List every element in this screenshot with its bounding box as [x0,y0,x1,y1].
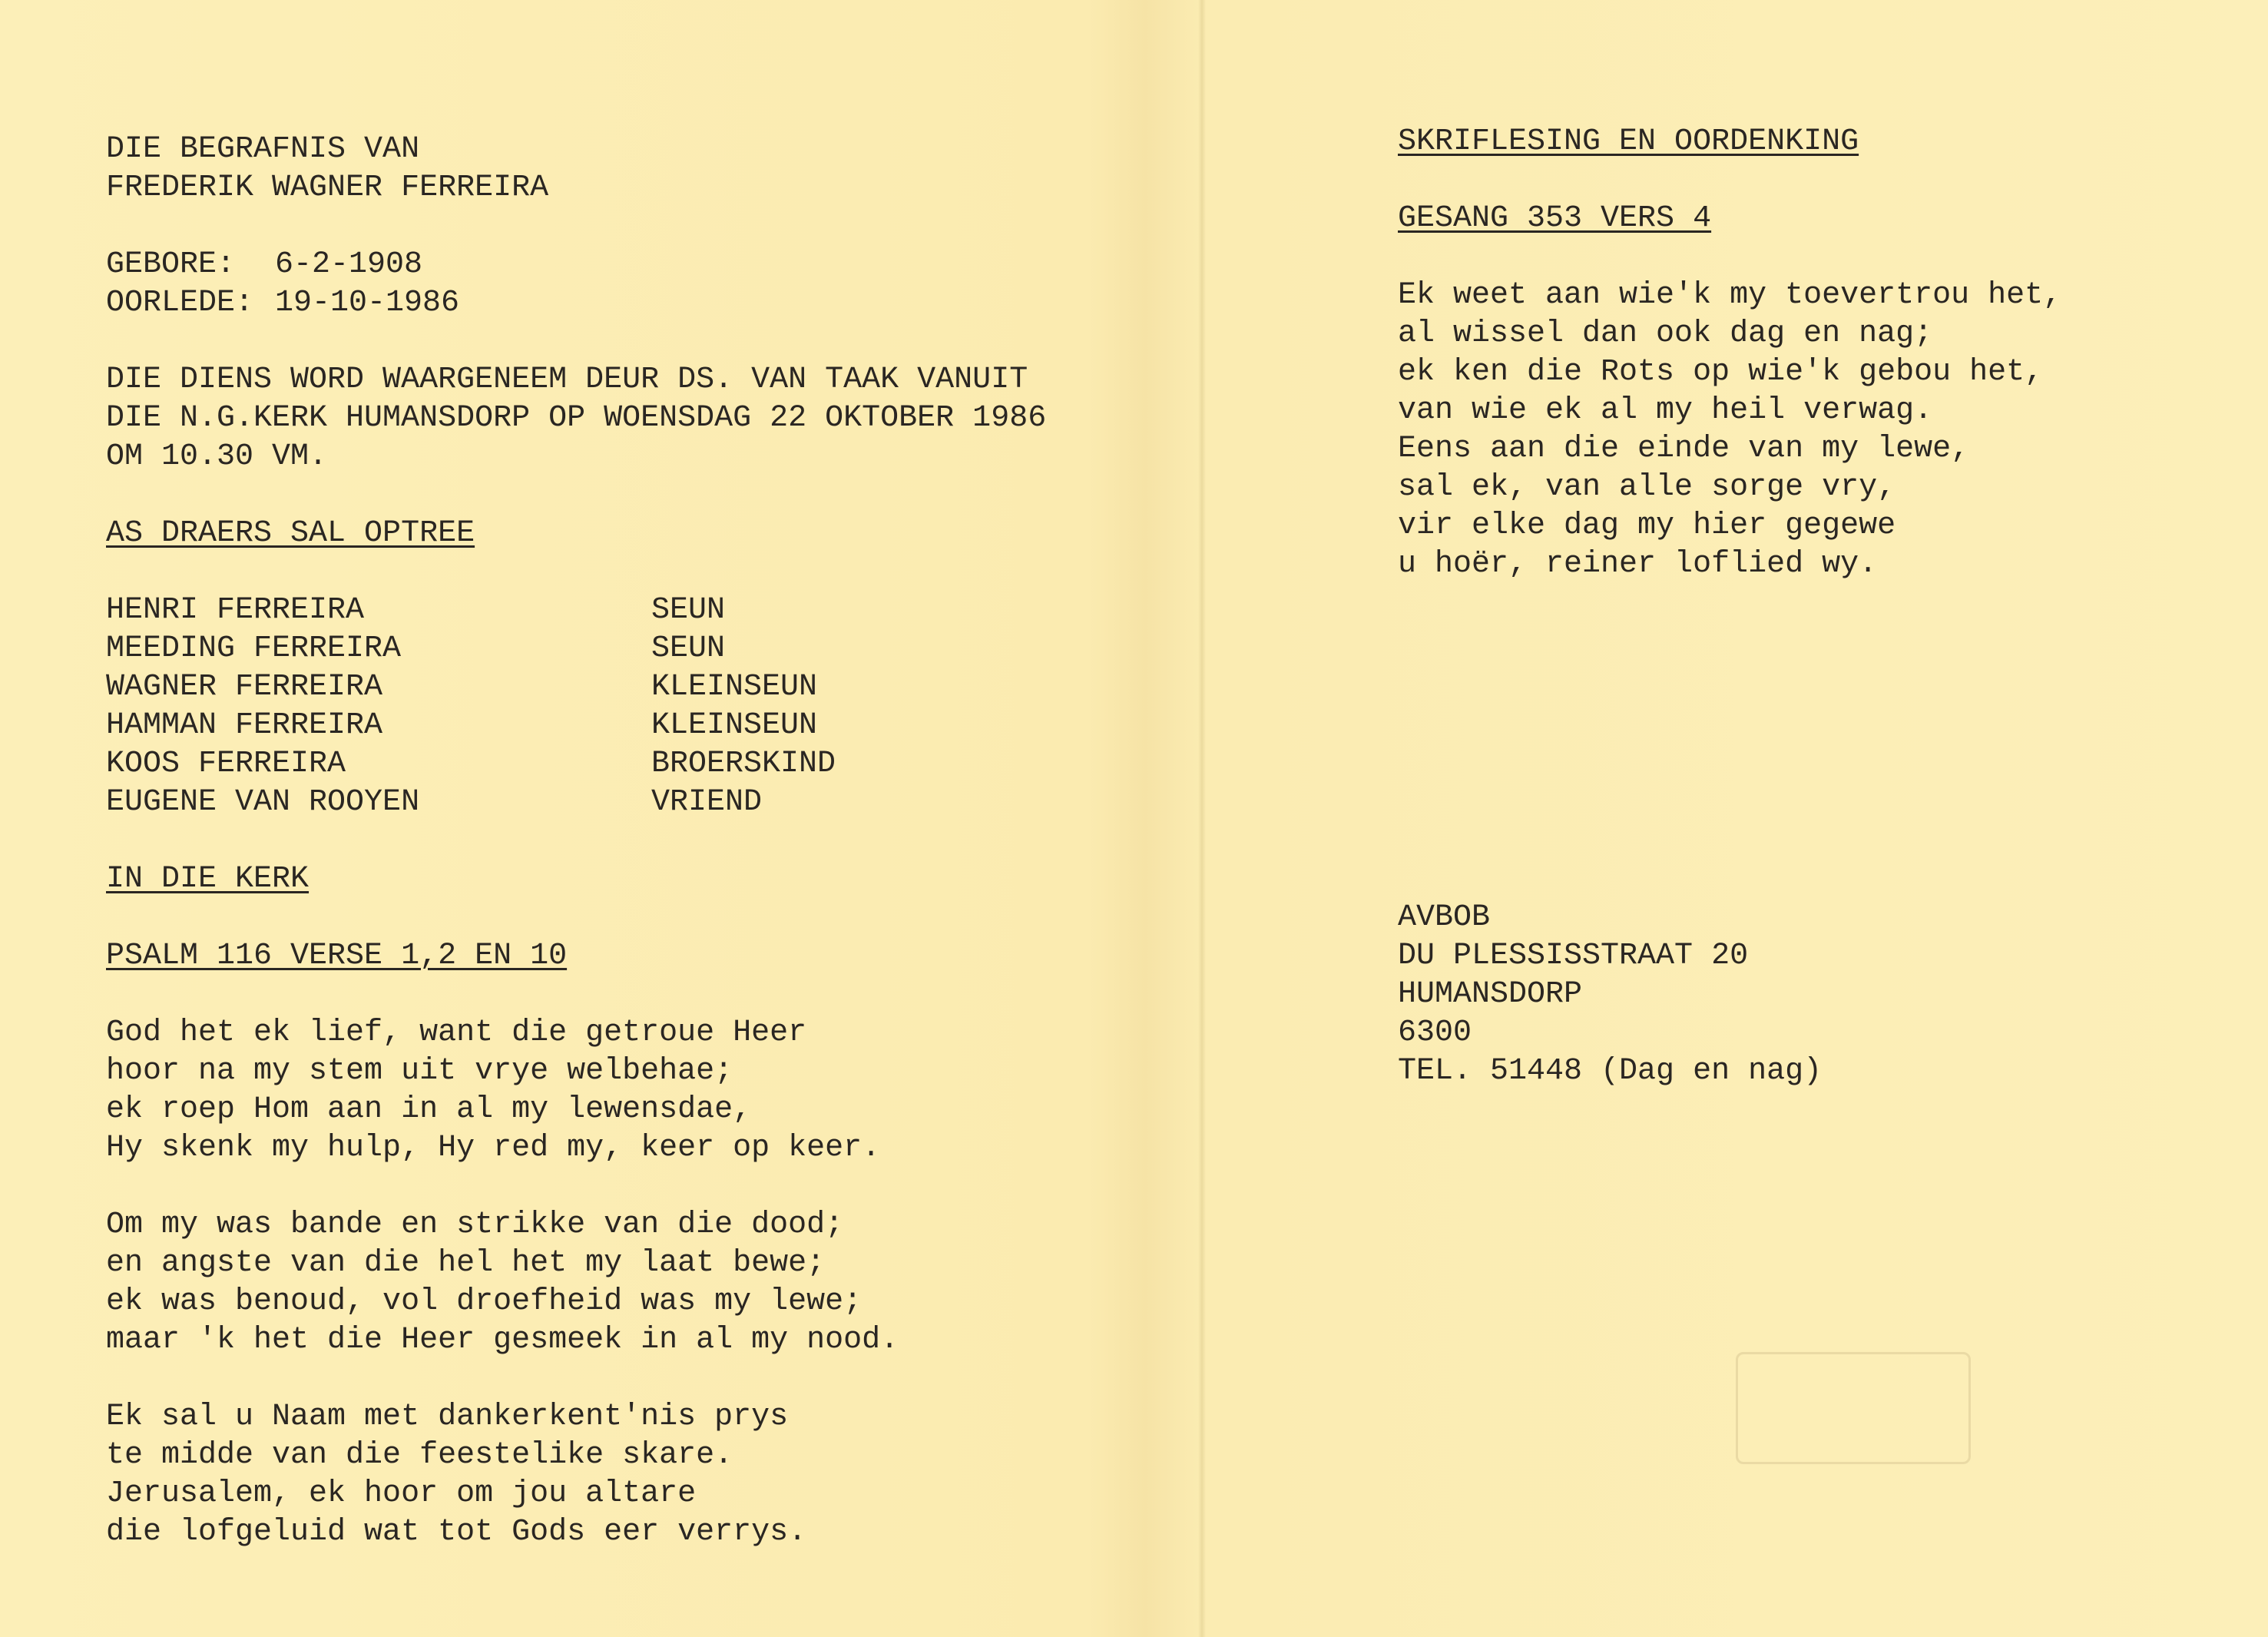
bearer-relation: BROERSKIND [651,747,836,781]
psalm-line: en angste van die hel het my laat bewe; [106,1246,826,1281]
bearer-relation: SEUN [651,593,726,628]
psalm-line: God het ek lief, want die getroue Heer [106,1016,807,1050]
bearer-name: WAGNER FERREIRA [106,670,383,704]
bearer-name: HAMMAN FERREIRA [106,708,383,743]
psalm-stanza-3 [106,1398,1151,1552]
service-line-3: OM 10.30 VM. [106,439,328,474]
born-date: 6-2-1908 [275,247,423,282]
born-row [106,246,1151,284]
bearer-row [106,668,1151,707]
bearer-name: HENRI FERREIRA [106,593,365,628]
bearer-row [106,707,1151,745]
bearer-row [106,630,1151,668]
bearer-row [106,592,1151,630]
bearer-row [106,745,1151,784]
page-fold [1198,0,1206,1637]
address-line: HUMANSDORP [1398,977,1583,1012]
bearer-name: KOOS FERREIRA [106,747,346,781]
church-heading: IN DIE KERK [106,862,310,896]
reading-heading: SKRIFLESING EN OORDENKING [1398,124,1859,159]
hymn-line: Ek weet aan wie'k my toevertrou het, [1398,278,2062,313]
title-line-2: FREDERIK WAGNER FERREIRA [106,171,549,205]
psalm-line: maar 'k het die Heer gesmeek in al my nood. [106,1323,899,1357]
hymn-line: sal ek, van alle sorge vry, [1398,470,1896,505]
title-line-1: DIE BEGRAFNIS VAN [106,132,420,167]
bearer-relation: KLEINSEUN [651,670,818,704]
psalm-stanza-1 [106,1014,1151,1168]
address-line: 6300 [1398,1016,1472,1050]
hymn-verse [1398,277,2212,584]
bearers-heading: AS DRAERS SAL OPTREE [106,516,475,551]
psalm-line: ek was benoud, vol droefheid was my lewe; [106,1284,863,1319]
hymn-line: vir elke dag my hier gegewe [1398,509,1896,543]
right-page [1398,0,2212,1091]
died-date: 19-10-1986 [275,286,460,320]
bearer-name: EUGENE VAN ROOYEN [106,785,420,820]
hymn-line: al wissel dan ook dag en nag; [1398,316,1933,351]
psalm-stanza-2 [106,1206,1151,1360]
bearer-name: MEEDING FERREIRA [106,631,402,666]
hymn-line: Eens aan die einde van my lewe, [1398,432,1970,466]
left-page [106,0,1151,1552]
funeral-home-address [1398,899,2212,1091]
psalm-line: die lofgeluid wat tot Gods eer verrys. [106,1515,807,1549]
psalm-line: Ek sal u Naam met dankerkent'nis prys [106,1400,789,1434]
bearer-relation: VRIEND [651,785,763,820]
address-line: AVBOB [1398,900,1491,935]
died-row [106,284,1151,323]
hymn-heading: GESANG 353 VERS 4 [1398,201,1712,236]
psalm-line: hoor na my stem uit vrye welbehae; [106,1054,733,1089]
hymn-line: u hoër, reiner loflied wy. [1398,547,1878,582]
address-line: DU PLESSISSTRAAT 20 [1398,939,1749,973]
service-line-2: DIE N.G.KERK HUMANSDORP OP WOENSDAG 22 OKTOBER 1986 [106,401,1047,436]
hymn-line: ek ken die Rots op wie'k gebou het, [1398,355,2044,389]
psalm-heading: PSALM 116 VERSE 1,2 EN 10 [106,939,568,973]
address-phone: TEL. 51448 (Dag en nag) [1398,1054,1823,1089]
faint-stamp-mark [1736,1352,1971,1464]
hymn-line: van wie ek al my heil verwag. [1398,393,1933,428]
bearer-relation: KLEINSEUN [651,708,818,743]
bearer-row [106,784,1151,822]
psalm-line: ek roep Hom aan in al my lewensdae, [106,1092,752,1127]
born-label: GEBORE: [106,247,236,282]
psalm-line: te midde van die feestelike skare. [106,1438,733,1473]
bearers-list [106,592,1151,822]
service-line-1: DIE DIENS WORD WAARGENEEM DEUR DS. VAN TAAK VANUIT [106,363,1028,397]
psalm-line: Hy skenk my hulp, Hy red my, keer op keer. [106,1131,881,1165]
psalm-line: Om my was bande en strikke van die dood; [106,1208,844,1242]
died-label: OORLEDE: [106,286,254,320]
bearer-relation: SEUN [651,631,726,666]
psalm-line: Jerusalem, ek hoor om jou altare [106,1476,697,1511]
